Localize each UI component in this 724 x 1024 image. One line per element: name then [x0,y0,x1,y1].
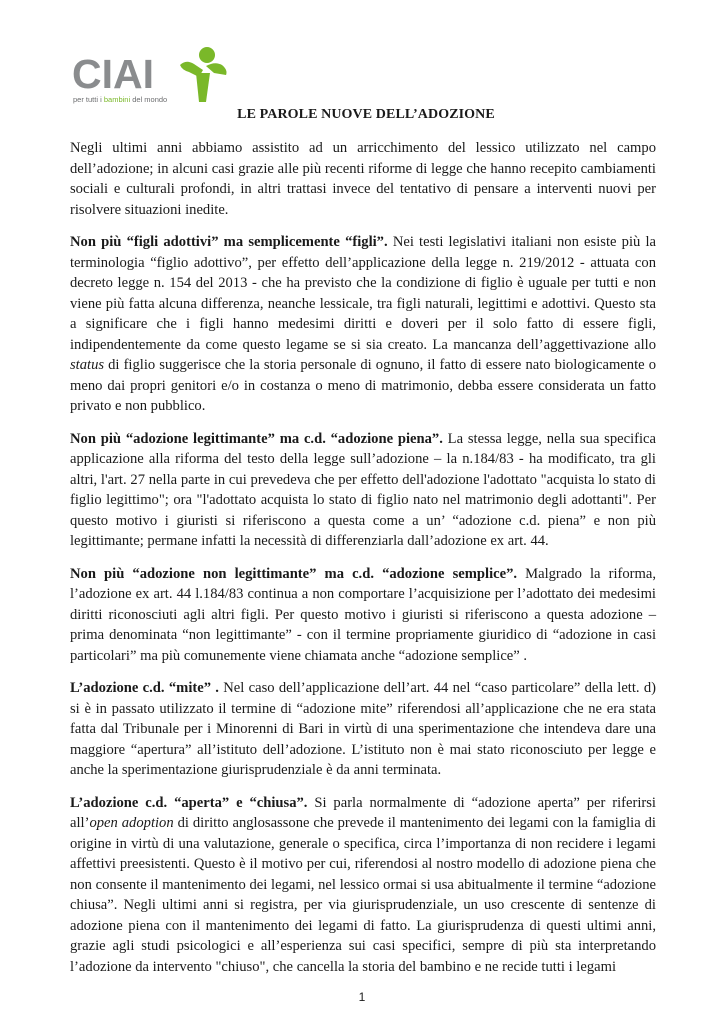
paragraph-adozione-semplice [70,564,656,667]
tagline-pre: per tutti i [73,95,104,104]
paragraph-text: Nei testi legislativi italiani non esiste più la terminologia “figlio adottivo”, per effetto dell’applicazione della legge n. 219/2012 - attuata con decreto legge n. 154 del 2013 - che ha previsto che la condizione di figlio è uguale per tutti e non viene più fatta alcuna differenza, neanche lessicale, tra figli naturali, legittimi e adottivi. Questo sta a significare che i figli hanno medesimi diritti e doveri per il solo fatto di essere figli, indipendentemente da come questo legame se si sia creato. La mancanza dell’aggettivazione allo [70,234,656,353]
logo-tagline [73,95,167,104]
paragraph-heading: Non più “figli adottivi” ma semplicemente “figli”. [70,234,388,250]
paragraph-text-continued: di diritto anglosassone che prevede il mantenimento dei legami con la famiglia di origine in virtù di una valutazione, generale o specifica, circa l’importanza di non recidere i legami affettivi preesistenti. Questo è il motivo per cui, riferendosi al nostro modello di adozione piena che non consente il mantenimento dei legami, nel lessico ormai si usa abitualmente il termine “adozione chiusa”. Negli ultimi anni si registra, per via giurisprudenziale, un uso crescente di sentenze di adozione piena con il mantenimento dei legami di fatto. La giurisprudenza di questi ultimi anni, grazie agli studi psicologici e all’esperienza sui casi specifici, sempre di più sta interpretando l’adozione da intervento "chiuso", che cancella la storia del bambino e ne recide tutti i legami [70,815,656,975]
paragraph-heading: Non più “adozione legittimante” ma c.d. “adozione piena”. [70,430,443,447]
page-number: 1 [358,990,366,1004]
paragraph-adozione-mite [70,678,656,781]
paragraph-text: Negli ultimi anni abbiamo assistito ad un arricchimento del lessico utilizzato nel campo dell’adozione; in alcuni casi grazie alle più recenti riforme di legge che hanno recepito cambiamenti sociali e culturali profondi, in altri trattasi invece del tentativo di pensare a interventi nuovi per risolvere situazioni inedite. [70,140,656,218]
paragraph-italic: open adoption [89,815,174,831]
paragraph-intro [70,138,656,220]
tagline-accent: bambini [103,95,131,104]
paragraph-text: Malgrado la riforma, l’adozione ex art. 44 l.184/83 continua a non comportare l’acquisizione per l’adottato dei medesimi diritti riconosciuti agli altri figli. Per questo motivo i giuristi si riferiscono a questa adozione – prima denominata “non legittimante” - con il termine propriamente giuridico di “adozione in casi particolari” ma più comunemente viene chiamata anche “adozione semplice” . [70,565,656,664]
paragraph-figli [70,232,656,417]
child-figure-icon [180,47,227,102]
document-body [70,138,656,989]
document-title: LE PAROLE NUOVE DELL’ADOZIONE [237,107,495,122]
paragraph-heading: Non più “adozione non legittimante” ma c.d. “adozione semplice”. [70,565,518,582]
paragraph-text: Si parla normalmente di “adozione aperta” per riferirsi all’ [70,794,656,831]
paragraph-adozione-piena [70,429,656,552]
paragraph-heading: L’adozione c.d. “aperta” e “chiusa”. [70,794,308,811]
tagline-post: del mondo [130,95,168,104]
paragraph-aperta-chiusa [70,793,656,978]
paragraph-text-continued: di figlio suggerisce che la storia personale di ognuno, il fatto di essere nato biologicamente o meno dai propri genitori e/o in costanza o meno di matrimonio, debba essere considerata un fatto privato e non pubblico. [70,357,656,414]
paragraph-text: Nel caso dell’applicazione dell’art. 44 nel “caso particolare” della lett. d) si è in passato utilizzato il termine di “adozione mite” riferendosi all’applicazione che ne era stata fatta dal Tribunale per i Minorenni di Bari in virtù di una sperimentazione che intendeva dare una maggiore “apertura” all’istituto dell’adozione. L’istituto non è mai stato riconosciuto per legge e anche la sperimentazione giurisprudenziale è da anni terminata. [70,680,657,778]
paragraph-italic: status [70,357,105,373]
logo-wordmark: CIAI [72,51,154,97]
paragraph-heading: L’adozione c.d. “mite” . [70,680,219,696]
paragraph-text: La stessa legge, nella sua specifica applicazione alla riforma del testo della legge sull’adozione – la n.184/83 - ha modificato, tra gli altri, l'art. 27 nella parte in cui prevedeva che per effetto dell'adozione l'adottato "acquista lo stato di figlio legittimo"; ora "l'adottato acquista lo stato di figlio nato nel matrimonio degli adottanti". Per questo motivo i giuristi si riferiscono a questa come a un’ “adozione c.d. piena” e non più legittimante; permane infatti la necessità di differenziarla dall’adozione ex art. 44. [70,430,656,549]
